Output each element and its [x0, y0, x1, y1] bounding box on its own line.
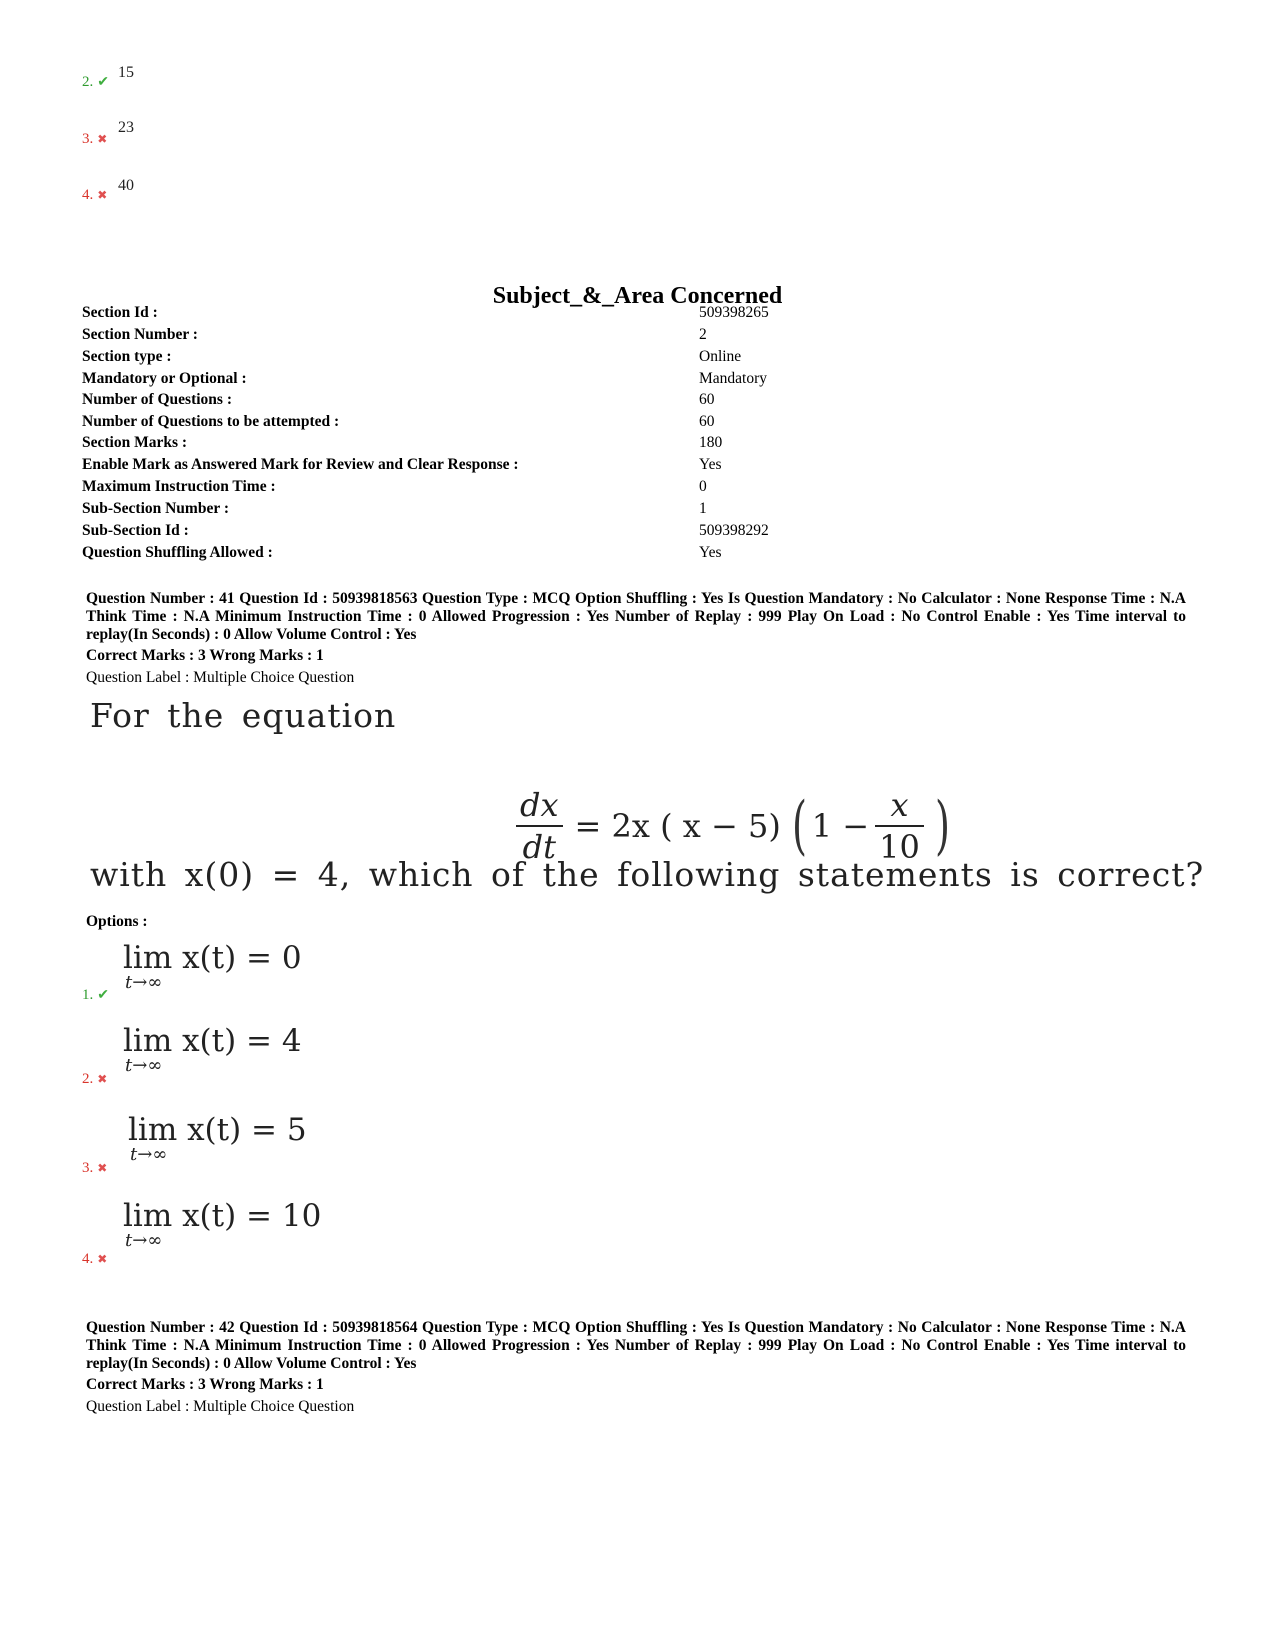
- prev-option-4: [82, 187, 107, 204]
- option-2: [82, 1071, 107, 1088]
- cross-icon: ✖: [97, 1161, 108, 1175]
- option-4-expression: [123, 1198, 321, 1251]
- info-label: Maximum Instruction Time :: [82, 478, 276, 495]
- check-icon: ✔: [97, 988, 109, 1003]
- info-value: 60: [699, 391, 715, 408]
- info-value: 60: [699, 413, 715, 430]
- info-value: 180: [699, 434, 723, 451]
- info-label: Section Marks :: [82, 434, 188, 451]
- info-value: Yes: [699, 456, 722, 473]
- info-value: 509398292: [699, 522, 769, 539]
- close-paren: ): [934, 789, 950, 863]
- question-42-marks: Correct Marks : 3 Wrong Marks : 1: [86, 1376, 324, 1393]
- section-info-row: [82, 391, 1182, 413]
- info-label: Enable Mark as Answered Mark for Review and Clear Response :: [82, 456, 519, 473]
- cross-icon: ✖: [97, 188, 108, 202]
- fraction-denominator: 10: [879, 828, 920, 866]
- section-info-row: [82, 434, 1182, 456]
- option-number: 2.: [82, 1071, 94, 1087]
- option-number: 3.: [82, 1160, 94, 1176]
- prev-option-4-value: 40: [118, 177, 134, 194]
- info-label: Question Shuffling Allowed :: [82, 544, 273, 561]
- cross-icon: ✖: [97, 1252, 108, 1266]
- info-value: 0: [699, 478, 707, 495]
- section-info-row: [82, 348, 1182, 370]
- prev-option-3: [82, 131, 107, 148]
- check-icon: ✔: [97, 75, 109, 90]
- fraction-numerator: x: [890, 786, 909, 824]
- info-value: 509398265: [699, 304, 769, 321]
- option-1: [82, 987, 109, 1004]
- section-info-row: [82, 456, 1182, 478]
- info-label: Sub-Section Id :: [82, 522, 189, 539]
- info-label: Number of Questions to be attempted :: [82, 413, 340, 430]
- option-2-expression: [123, 1023, 302, 1076]
- option-number: 3.: [82, 131, 94, 147]
- prev-option-2-value: 15: [118, 64, 134, 81]
- option-4: [82, 1251, 107, 1268]
- prev-option-2: [82, 74, 109, 91]
- section-info-row: [82, 544, 1182, 566]
- equation-one-minus: 1 −: [811, 807, 870, 845]
- section-info-row: [82, 522, 1182, 544]
- question-41-intro: For the equation: [90, 696, 397, 735]
- section-info-row: [82, 326, 1182, 348]
- info-value: Yes: [699, 544, 722, 561]
- question-42-meta: Question Number : 42 Question Id : 50939818564 Question Type : MCQ Option Shuffling : Yes Is Question Mandatory : No Calculator : None Response Time : N.A Think Time : N.A Minimum Instruction Time : 0 Allowed Progression : Yes Number of Replay : 999 Play On Load : No Control Enable : Yes Time interval to replay(In Seconds) : 0 Allow Volume Control : Yes: [86, 1319, 1186, 1372]
- option-number: 2.: [82, 74, 94, 90]
- info-label: Section Id :: [82, 304, 158, 321]
- info-value: 1: [699, 500, 707, 517]
- info-label: Sub-Section Number :: [82, 500, 229, 517]
- cross-icon: ✖: [97, 1072, 108, 1086]
- section-info-row: [82, 413, 1182, 435]
- info-value: Online: [699, 348, 742, 365]
- section-info-row: [82, 478, 1182, 500]
- limit-subscript: t→∞: [125, 1055, 163, 1076]
- options-heading: Options :: [86, 913, 148, 930]
- limit-expression: lim x(t) = 0: [123, 940, 302, 976]
- prev-option-3-value: 23: [118, 119, 134, 136]
- option-3-expression: [128, 1112, 307, 1165]
- cross-icon: ✖: [97, 132, 108, 146]
- section-info-row: [82, 370, 1182, 392]
- question-41-label: Question Label : Multiple Choice Question: [86, 669, 355, 686]
- limit-expression: lim x(t) = 5: [128, 1112, 307, 1148]
- option-number: 4.: [82, 187, 94, 203]
- limit-expression: lim x(t) = 4: [123, 1023, 302, 1059]
- info-value: Mandatory: [699, 370, 768, 387]
- section-info-row: [82, 500, 1182, 522]
- question-41-marks: Correct Marks : 3 Wrong Marks : 1: [86, 647, 324, 664]
- option-3: [82, 1160, 107, 1177]
- info-label: Mandatory or Optional :: [82, 370, 247, 387]
- info-value: 2: [699, 326, 707, 343]
- info-label: Number of Questions :: [82, 391, 232, 408]
- option-1-expression: [123, 940, 302, 993]
- equation-rhs: = 2x ( x − 5): [574, 807, 781, 845]
- option-number: 1.: [82, 987, 94, 1003]
- fraction-denominator: dt: [522, 828, 556, 866]
- info-label: Section type :: [82, 348, 172, 365]
- info-label: Section Number :: [82, 326, 198, 343]
- question-41-meta: Question Number : 41 Question Id : 50939818563 Question Type : MCQ Option Shuffling : Yes Is Question Mandatory : No Calculator : None Response Time : N.A Think Time : N.A Minimum Instruction Time : 0 Allowed Progression : Yes Number of Replay : 999 Play On Load : No Control Enable : Yes Time interval to replay(In Seconds) : 0 Allow Volume Control : Yes: [86, 590, 1186, 643]
- open-paren: (: [791, 789, 807, 863]
- section-title: Subject_&_Area Concerned: [492, 283, 783, 309]
- section-info-row: [82, 304, 1182, 326]
- question-41-prompt: with x(0) = 4, which of the following statements is correct?: [90, 855, 1205, 894]
- limit-subscript: t→∞: [130, 1144, 168, 1165]
- limit-subscript: t→∞: [125, 972, 163, 993]
- limit-expression: lim x(t) = 10: [123, 1198, 322, 1234]
- option-number: 4.: [82, 1251, 94, 1267]
- fraction-numerator: dx: [520, 786, 559, 824]
- limit-subscript: t→∞: [125, 1230, 163, 1251]
- question-42-label: Question Label : Multiple Choice Question: [86, 1398, 355, 1415]
